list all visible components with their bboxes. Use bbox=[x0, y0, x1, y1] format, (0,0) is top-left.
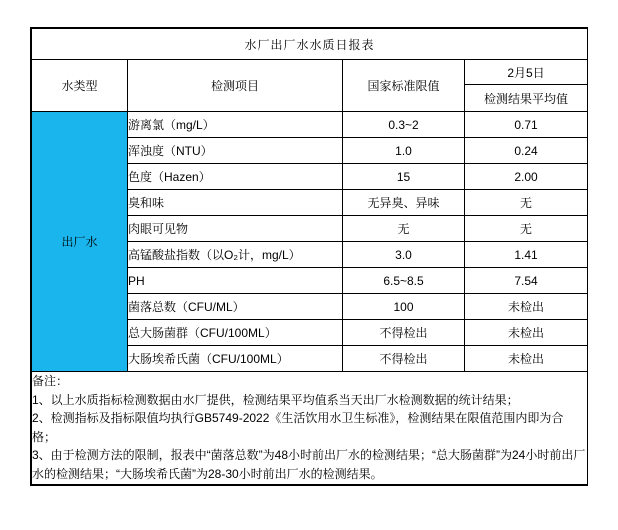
row-limit-value: 1.0 bbox=[343, 138, 465, 164]
row-result-value: 2.00 bbox=[465, 164, 588, 190]
row-item-label: 浑浊度（NTU） bbox=[128, 138, 343, 164]
row-limit-value: 不得检出 bbox=[343, 346, 465, 372]
water-type-value: 出厂水 bbox=[32, 112, 128, 372]
notes-line-1: 1、以上水质指标检测数据由水厂提供，检测结果平均值系当天出厂水检测数据的统计结果； bbox=[32, 392, 519, 407]
row-item-label: 色度（Hazen） bbox=[128, 164, 343, 190]
row-result-value: 无 bbox=[465, 216, 588, 242]
row-item-label: 臭和味 bbox=[128, 190, 343, 216]
report-card bbox=[30, 27, 588, 486]
header-date: 2月5日 bbox=[465, 60, 588, 85]
row-limit-value: 3.0 bbox=[343, 242, 465, 268]
row-result-value: 未检出 bbox=[465, 320, 588, 346]
header-national-limit: 国家标准限值 bbox=[343, 60, 465, 112]
row-item-label: 总大肠菌群（CFU/100ML） bbox=[128, 320, 343, 346]
notes-line-3: 3、由于检测方法的限制，报表中“菌落总数”为48小时前出厂水的检测结果；“总大肠菌群”为24小时前出厂水的检测结果；“大肠埃希氏菌”为28-30小时前出厂水的检测结果。 bbox=[32, 448, 586, 481]
row-item-label: 菌落总数（CFU/ML） bbox=[128, 294, 343, 320]
header-water-type: 水类型 bbox=[32, 60, 128, 112]
row-limit-value: 15 bbox=[343, 164, 465, 190]
row-limit-value: 无异臭、异味 bbox=[343, 190, 465, 216]
row-result-value: 无 bbox=[465, 190, 588, 216]
row-result-value: 0.71 bbox=[465, 112, 588, 138]
row-result-value: 0.24 bbox=[465, 138, 588, 164]
notes-line-2: 2、检测指标及指标限值均执行GB5749-2022《生活饮用水卫生标准》，检测结果在限值范围内即为合格； bbox=[32, 411, 564, 444]
row-limit-value: 6.5~8.5 bbox=[343, 268, 465, 294]
row-limit-value: 0.3~2 bbox=[343, 112, 465, 138]
row-item-label: 游离氯（mg/L） bbox=[128, 112, 343, 138]
row-result-value: 7.54 bbox=[465, 268, 588, 294]
notes-label: 备注： bbox=[32, 374, 69, 388]
row-item-label: 高锰酸盐指数（以O₂计，mg/L） bbox=[128, 242, 343, 268]
row-limit-value: 无 bbox=[343, 216, 465, 242]
row-limit-value: 100 bbox=[343, 294, 465, 320]
row-limit-value: 不得检出 bbox=[343, 320, 465, 346]
notes-row bbox=[32, 372, 588, 485]
row-result-value: 1.41 bbox=[465, 242, 588, 268]
header-test-item: 检测项目 bbox=[128, 60, 343, 112]
table-header-row bbox=[32, 60, 588, 85]
row-item-label: 大肠埃希氏菌（CFU/100ML） bbox=[128, 346, 343, 372]
notes-block bbox=[32, 372, 588, 485]
page-title: 水厂出厂水水质日报表 bbox=[32, 29, 588, 60]
row-result-value: 未检出 bbox=[465, 294, 588, 320]
header-result-average: 检测结果平均值 bbox=[465, 85, 588, 112]
table-title-row bbox=[32, 29, 588, 60]
table-row bbox=[32, 112, 588, 138]
water-quality-table bbox=[31, 28, 588, 485]
row-item-label: PH bbox=[128, 268, 343, 294]
row-result-value: 未检出 bbox=[465, 346, 588, 372]
row-item-label: 肉眼可见物 bbox=[128, 216, 343, 242]
